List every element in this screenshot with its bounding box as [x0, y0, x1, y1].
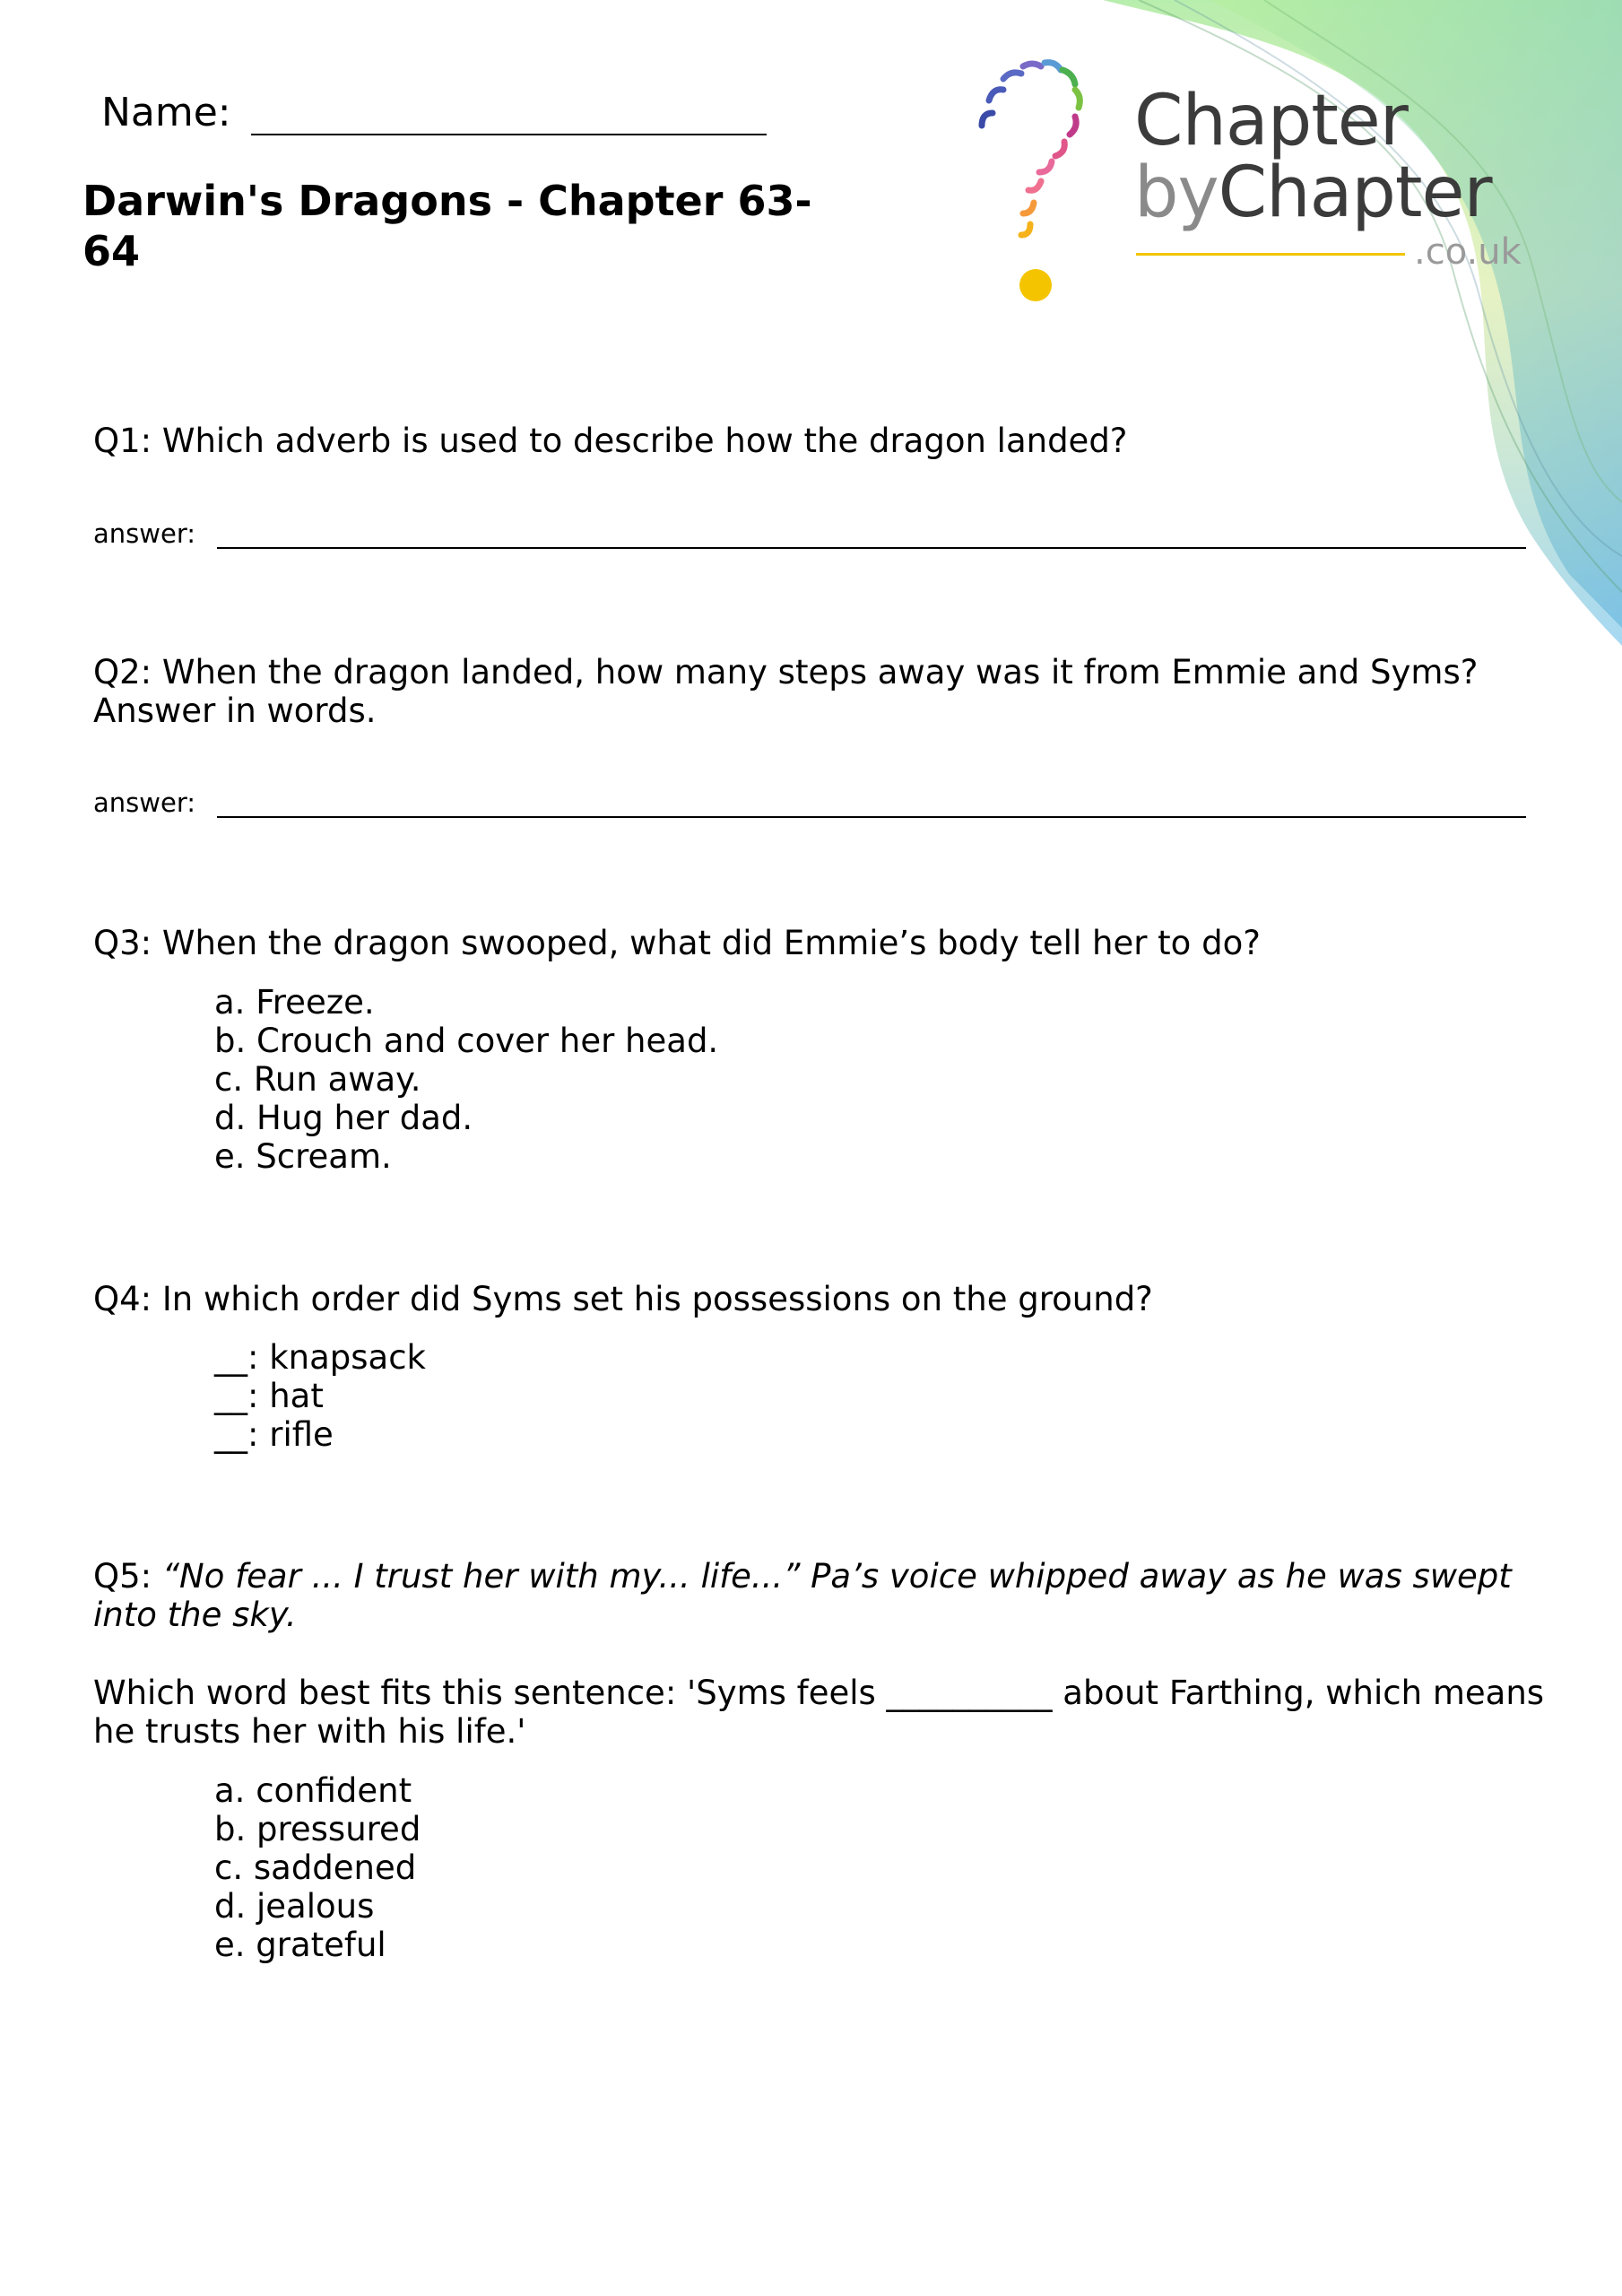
option-item[interactable]: c. Run away.	[214, 1060, 421, 1099]
option-item[interactable]: a. Freeze.	[214, 983, 375, 1022]
question-5-quote-text: “No fear ... I trust her with my... life...” Pa’s voice whipped away as he was swept into the sky.	[93, 1557, 1512, 1634]
option-item[interactable]: e. grateful	[214, 1926, 386, 1964]
logo-text-by: by	[1134, 152, 1219, 233]
order-item[interactable]: __: knapsack	[214, 1338, 426, 1377]
logo-text-by-chapter	[1134, 152, 1492, 233]
chapter-by-chapter-logo	[964, 45, 1547, 314]
option-item[interactable]: b. pressured	[214, 1810, 421, 1848]
question-5-options	[214, 1771, 421, 1964]
answer-line[interactable]	[217, 795, 1526, 818]
option-item[interactable]: b. Crouch and cover her head.	[214, 1022, 719, 1060]
option-item[interactable]: a. confident	[214, 1771, 412, 1810]
answer-label: answer:	[93, 518, 196, 549]
answer-field-q2[interactable]	[93, 787, 1526, 818]
worksheet-title: Darwin's Dragons - Chapter 63-64	[82, 177, 812, 275]
logo-domain: .co.uk	[1414, 231, 1522, 273]
question-5: Which word best fits this sentence: 'Syms feels __________ about Farthing, which means he trusts her with his life.'	[93, 1674, 1545, 1751]
option-item[interactable]: c. saddened	[214, 1848, 417, 1887]
logo-text-chapter-2: Chapter	[1218, 152, 1492, 233]
option-item[interactable]: d. Hug her dad.	[214, 1099, 473, 1137]
order-item[interactable]: __: rifle	[214, 1415, 334, 1454]
question-4-options	[214, 1338, 426, 1454]
question-5-prefix: Q5:	[93, 1557, 162, 1596]
option-item[interactable]: d. jealous	[214, 1887, 375, 1926]
option-item[interactable]: e. Scream.	[214, 1137, 392, 1176]
question-mark-books-icon	[964, 45, 1134, 314]
logo-text-chapter: Chapter	[1134, 81, 1408, 161]
answer-label: answer:	[93, 787, 196, 818]
question-4: Q4: In which order did Syms set his possessions on the ground?	[93, 1280, 1153, 1318]
question-3-options	[214, 983, 718, 1176]
name-blank-line[interactable]	[251, 91, 767, 135]
answer-line[interactable]	[217, 526, 1526, 549]
name-field[interactable]	[101, 90, 767, 135]
question-2: Q2: When the dragon landed, how many steps away was it from Emmie and Syms? Answer in words.	[93, 653, 1479, 730]
logo-underline	[1136, 253, 1405, 256]
answer-field-q1[interactable]	[93, 518, 1526, 549]
question-1: Q1: Which adverb is used to describe how the dragon landed?	[93, 422, 1128, 460]
order-item[interactable]: __: hat	[214, 1377, 324, 1415]
question-3: Q3: When the dragon swooped, what did Emmie’s body tell her to do?	[93, 924, 1261, 962]
name-label: Name:	[101, 90, 231, 135]
question-5-quote	[93, 1557, 1546, 1634]
